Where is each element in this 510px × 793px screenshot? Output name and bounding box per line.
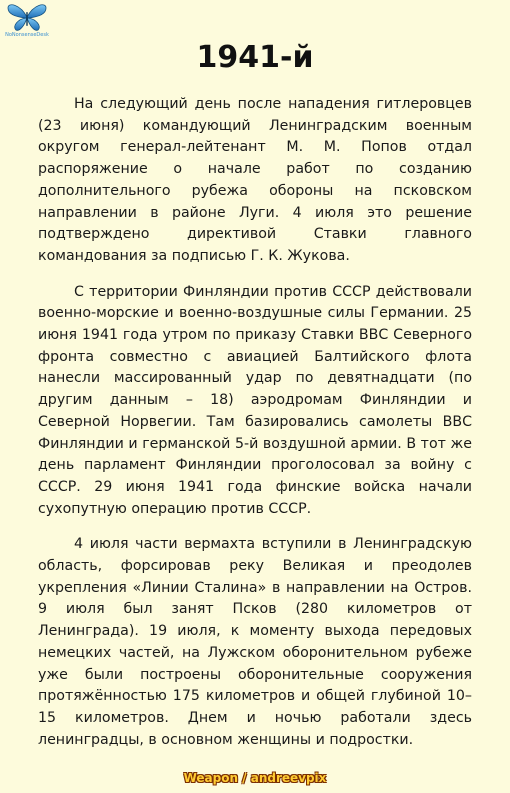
site-logo[interactable] <box>4 2 50 40</box>
paragraph: 4 июля части вермахта вступили в Ленинградскую область, форсировав реку Великая и преодолев укрепления «Линии Сталина» в направлении на Остров. 9 июля был занят Псков (280 километров от Ленинграда). 19 июля, к моменту выхода передовых немецких частей, на Лужском оборонительном рубеже уже были построены оборонительные сооружения протяжённостью 175 километров и общей глубиной 10–15 километров. Днем и ночью работали здесь ленинградцы, в основном женщины и подростки. <box>38 536 472 748</box>
paragraph: С территории Финляндии против СССР действовали военно-морские и военно-воздушные силы Германии. 25 июня 1941 года утром по приказу Ставки ВВС Северного фронта совместно с авиацией Балтийского флота нанесли массированный удар по девятнадцати (по другим данным – 18) аэродромам Финляндии и Северной Норвегии. Там базировались самолеты ВВС Финляндии и германской 5-й воздушной армии. В тот же день парламент Финляндии проголосовал за войну с СССР. 29 июня 1941 года финские войска начали сухопутную операцию против СССР. <box>38 283 472 517</box>
butterfly-icon <box>6 2 48 32</box>
article-body <box>38 94 472 765</box>
page-title: 1941-й <box>196 40 314 75</box>
logo-text: NoNonsenseDesk <box>5 32 49 38</box>
footer-credit: Weapon / andreevpix <box>183 771 327 785</box>
paragraph: На следующий день после нападения гитлеровцев (23 июня) командующий Ленинградским военным округом генерал-лейтенант М. М. Попов отдал распоряжение о начале работ по созданию дополнительного рубежа обороны на псковском направлении в районе Луги. 4 июля это решение подтверждено директивой Ставки главного командования за подписью Г. К. Жукова. <box>38 96 472 264</box>
